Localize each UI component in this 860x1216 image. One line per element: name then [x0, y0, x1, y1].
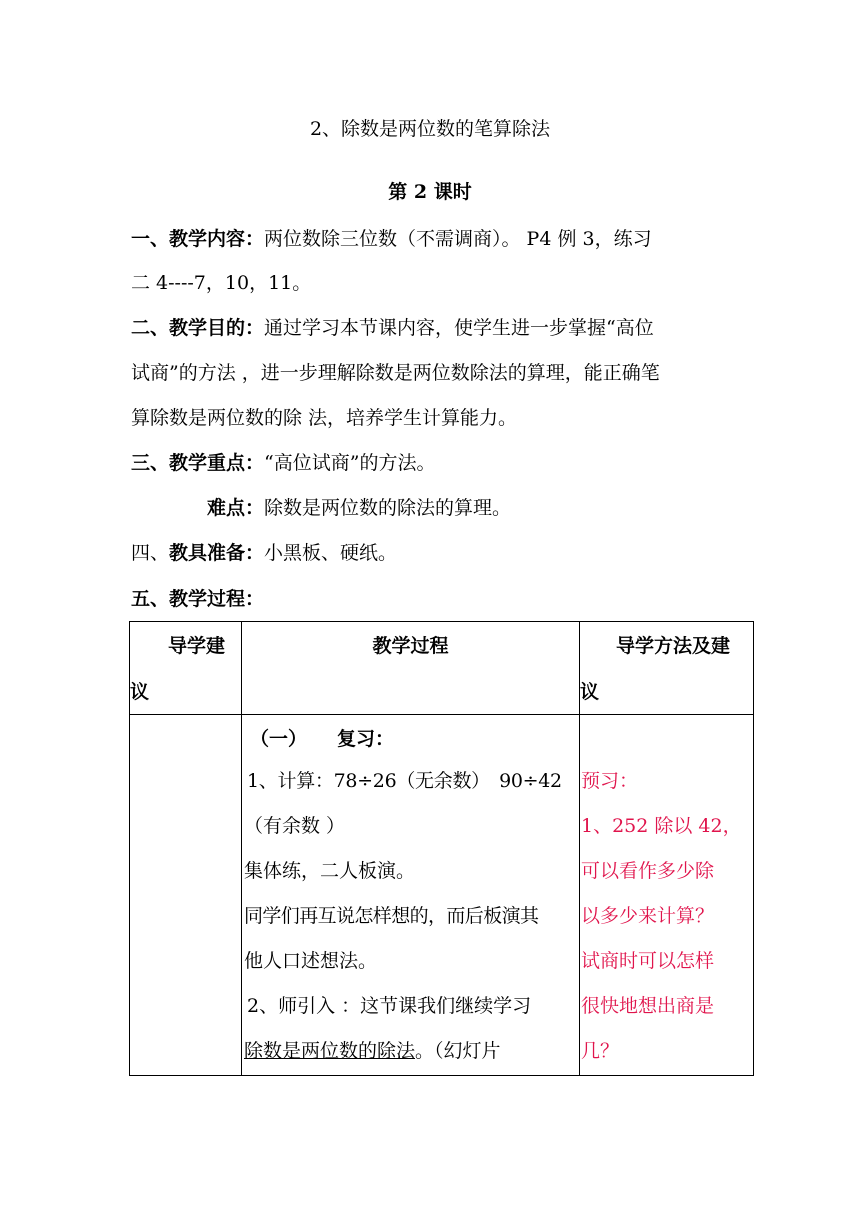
teaching-goal: [131, 316, 654, 340]
teaching-goal-cont-2: 算除数是两位数的除 法，培养学生计算能力。: [131, 407, 518, 429]
table-header-row: [130, 622, 754, 715]
review-calc: 1、计算：78÷26（无余数） 90÷42: [247, 770, 562, 792]
note-line: 预习：: [581, 770, 639, 792]
teaching-tools-text: 小黑板、硬纸。: [264, 542, 398, 564]
teaching-content: [131, 227, 652, 251]
header-guide-suggestion-line1: 导学建: [168, 635, 226, 657]
review-practice: 集体练，二人板演。: [244, 860, 416, 882]
key-points: [131, 451, 435, 475]
intro-rest: 。（幻灯片: [415, 1040, 501, 1062]
note-line: 几？: [581, 1040, 620, 1062]
teaching-content-text: 两位数除三位数（不需调商）。 P4 例 3，练习: [264, 228, 652, 250]
teaching-goal-label: 二、教学目的：: [131, 317, 265, 339]
note-line: 以多少来计算？: [581, 905, 715, 927]
teaching-goal-cont-1: 试商”的方法 ，进一步理解除数是两位数除法的算理，能正确笔: [131, 362, 660, 384]
lesson-period: 第 2 课时: [388, 181, 472, 203]
key-points-label: 三、教学重点：: [131, 452, 265, 474]
review-heading: [242, 719, 579, 759]
teaching-tools-prefix: 四、: [131, 542, 170, 564]
intro-line: 2、师引入 ：这节课我们继续学习: [247, 995, 532, 1017]
difficult-points-text: 除数是两位数的除法的算理。: [264, 497, 512, 519]
difficult-points: [207, 496, 511, 520]
header-guide-suggestion-line2: 议: [130, 681, 150, 703]
header-method-suggestion: [580, 622, 754, 715]
review-number: （一）: [250, 728, 308, 750]
review-calc-cont: （有余数 ）: [244, 815, 346, 837]
review-discuss: 同学们再互说怎样想的，而后板演其: [244, 905, 539, 927]
teaching-goal-text: 通过学习本节课内容，使学生进一步掌握“高位: [264, 317, 654, 339]
intro-topic: 除数是两位数的除法: [244, 1040, 416, 1062]
note-line: 可以看作多少除: [581, 860, 715, 882]
guide-suggestion-cell: [130, 715, 242, 1076]
note-line: 很快地想出商是: [581, 995, 715, 1017]
teaching-process-heading: 五、教学过程：: [131, 588, 265, 610]
key-points-text: “高位试商”的方法。: [264, 452, 436, 474]
teaching-content-label: 一、教学内容：: [131, 228, 265, 250]
note-line: 试商时可以怎样: [581, 950, 715, 972]
lesson-plan-table: [129, 621, 754, 1076]
difficult-points-label: 难点：: [207, 497, 265, 519]
teaching-tools-label: 教具准备：: [169, 542, 265, 564]
header-teaching-process: [242, 622, 580, 715]
note-line: 1、252 除以 42，: [581, 815, 742, 837]
header-teaching-process-text: 教学过程: [372, 635, 449, 657]
table-body-row: [130, 715, 754, 1076]
header-method-suggestion-line1: 导学方法及建: [616, 635, 731, 657]
review-discuss-cont: 他人口述想法。: [244, 950, 378, 972]
process-cell: [242, 715, 580, 1076]
teaching-content-cont: 二 4----7，10，11。: [131, 272, 312, 294]
teaching-tools: [131, 541, 397, 565]
lesson-title: 2、除数是两位数的笔算除法: [309, 118, 551, 140]
method-suggestion-cell: [580, 715, 754, 1076]
review-label: 复习：: [337, 728, 395, 750]
header-guide-suggestion: [130, 622, 242, 715]
intro-line-cont: [242, 1029, 579, 1074]
header-method-suggestion-line2: 议: [580, 681, 600, 703]
